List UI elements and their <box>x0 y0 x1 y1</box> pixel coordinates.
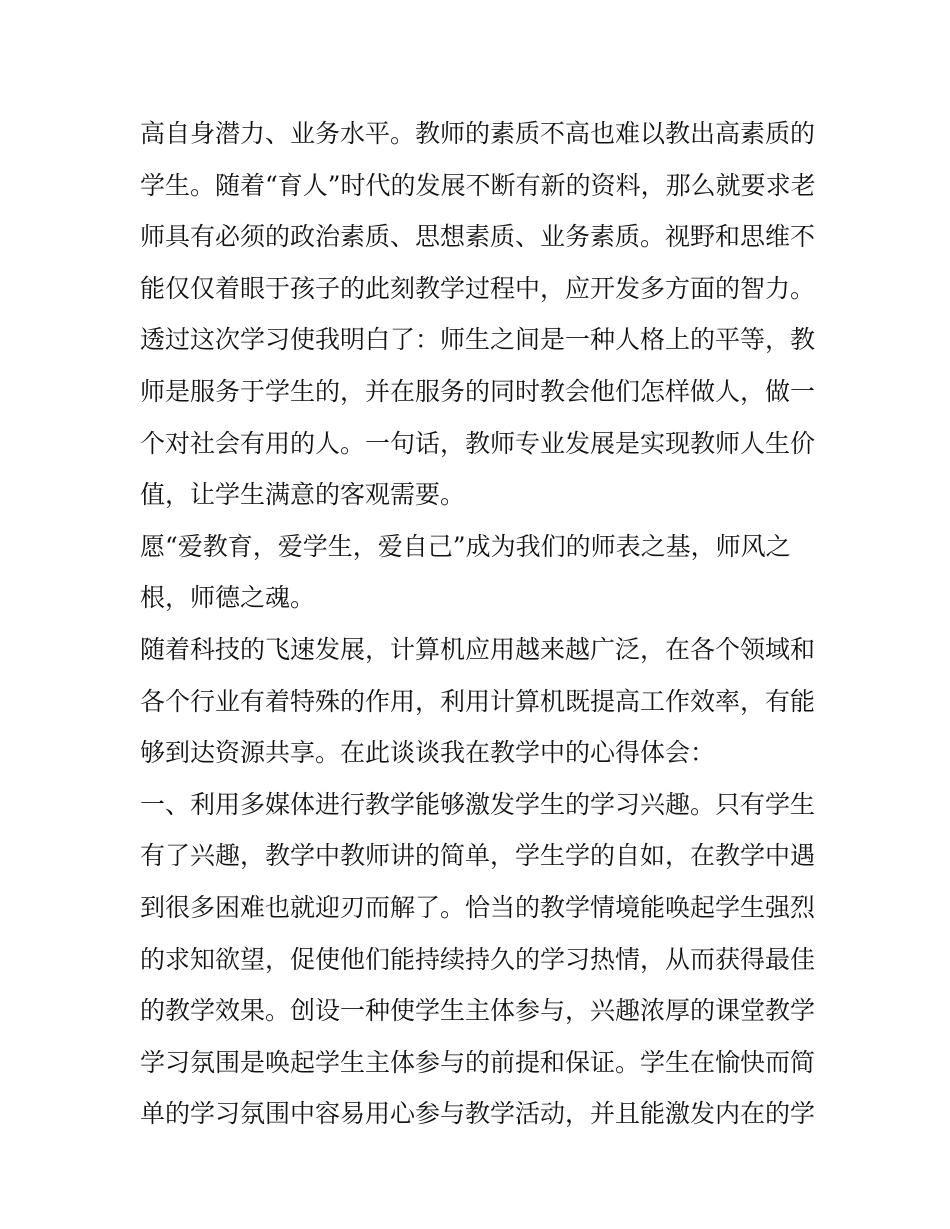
text-line: 师是服务于学生的，并在服务的同时教会他们怎样做人，做一 <box>140 376 816 406</box>
text-line: 根，师德之魂。 <box>140 583 316 613</box>
text-line: 的求知欲望，促使他们能持续持久的学习热情，从而获得最佳 <box>140 944 816 974</box>
text-line: 各个行业有着特殊的作用，利用计算机既提高工作效率，有能 <box>140 686 816 716</box>
text-line: 够到达资源共享。在此谈谈我在教学中的心得体会： <box>140 738 716 768</box>
text-line: 的教学效果。创设一种使学生主体参与，兴趣浓厚的课堂教学 <box>140 996 816 1026</box>
text-line: 单的学习氛围中容易用心参与教学活动，并且能激发内在的学 <box>140 1099 816 1129</box>
text-line: 有了兴趣，教学中教师讲的简单，学生学的自如，在教学中遇 <box>140 841 816 871</box>
body-text <box>140 108 820 1140</box>
text-line: 一、利用多媒体进行教学能够激发学生的学习兴趣。只有学生 <box>140 789 816 819</box>
text-line: 透过这次学习使我明白了：师生之间是一种人格上的平等，教 <box>140 325 816 355</box>
text-line: 到很多困难也就迎刃而解了。恰当的教学情境能唤起学生强烈 <box>140 892 816 922</box>
text-line: 愿“爱教育，爱学生，爱自己”成为我们的师表之基，师风之 <box>140 531 791 561</box>
text-line: 个对社会有用的人。一句话，教师专业发展是实现教师人生价 <box>140 428 816 458</box>
text-line: 能仅仅着眼于孩子的此刻教学过程中，应开发多方面的智力。 <box>140 273 816 303</box>
text-line: 高自身潜力、业务水平。教师的素质不高也难以教出高素质的 <box>140 119 816 148</box>
text-line: 随着科技的飞速发展，计算机应用越来越广泛，在各个领域和 <box>140 634 816 664</box>
text-line: 学习氛围是唤起学生主体参与的前提和保证。学生在愉快而简 <box>140 1047 816 1077</box>
text-line: 师具有必须的政治素质、思想素质、业务素质。视野和思维不 <box>140 222 816 252</box>
text-line: 值，让学生满意的客观需要。 <box>140 480 466 510</box>
text-line: 学生。随着“育人”时代的发展不断有新的资料，那么就要求老 <box>140 170 816 200</box>
